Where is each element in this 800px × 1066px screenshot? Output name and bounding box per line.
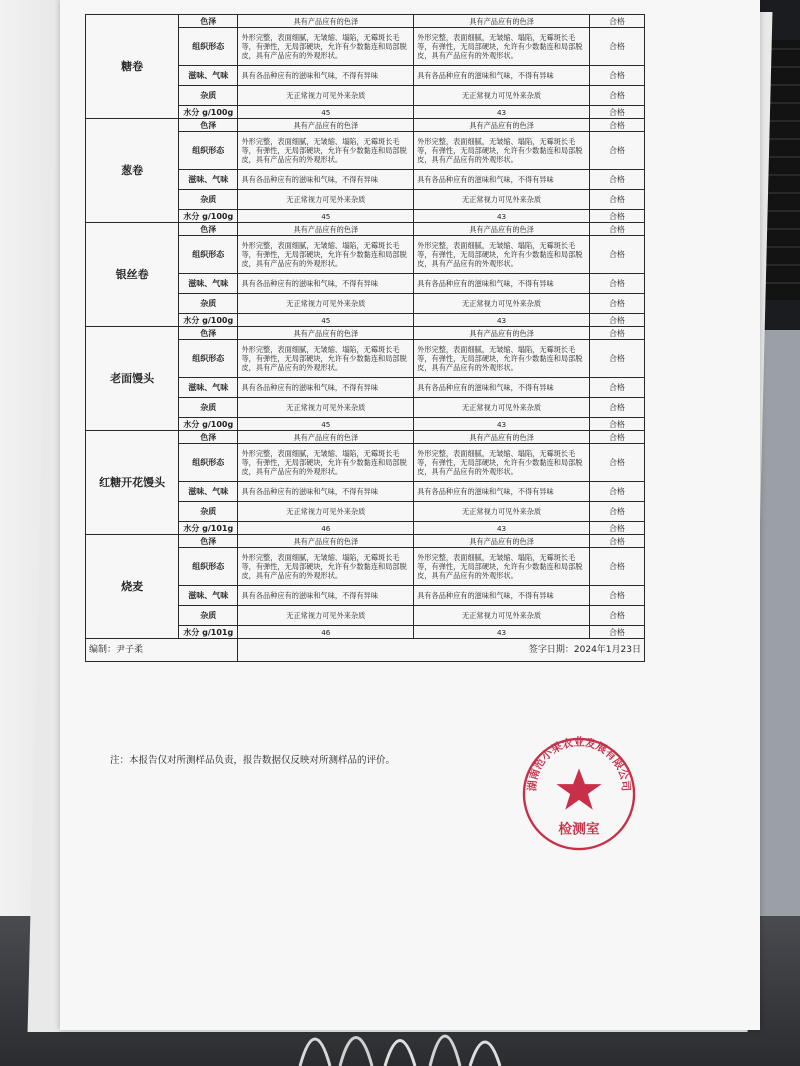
result-value: 具有产品应有的色泽 [414, 327, 590, 340]
result-value: 43 [414, 522, 590, 535]
product-name: 银丝卷 [86, 223, 179, 327]
result-value: 具有各品种应有的滋味和气味，不得有异味 [414, 170, 590, 190]
verdict-value: 合格 [589, 626, 644, 639]
result-value: 外形完整，表面细腻，无皱缩、塌陷，无霉斑长毛等，有弹性，无局部硬块，允许有少数黏连和局部脱皮，具有产品应有的外观形状。 [414, 444, 590, 482]
result-value: 43 [414, 418, 590, 431]
standard-value: 无正常视力可见外来杂质 [238, 606, 414, 626]
result-value: 无正常视力可见外来杂质 [414, 606, 590, 626]
verdict-value: 合格 [589, 522, 644, 535]
item-label: 组织形态 [179, 340, 238, 378]
standard-value: 具有各品种应有的滋味和气味，不得有异味 [238, 170, 414, 190]
standard-value: 无正常视力可见外来杂质 [238, 86, 414, 106]
item-label: 滋味、气味 [179, 274, 238, 294]
verdict-value: 合格 [589, 28, 644, 66]
item-label: 滋味、气味 [179, 378, 238, 398]
item-label: 水分 g/101g [179, 522, 238, 535]
verdict-value: 合格 [589, 170, 644, 190]
item-label: 杂质 [179, 502, 238, 522]
result-value: 43 [414, 106, 590, 119]
item-label: 水分 g/100g [179, 418, 238, 431]
result-value: 具有产品应有的色泽 [414, 535, 590, 548]
signature-row [86, 639, 645, 662]
result-value: 43 [414, 210, 590, 223]
standard-value: 具有各品种应有的滋味和气味，不得有异味 [238, 482, 414, 502]
standard-value: 外形完整，表面细腻，无皱缩、塌陷，无霉斑长毛等，有弹性，无局部硬块，允许有少数黏连和局部脱皮，具有产品应有的外观形状。 [238, 28, 414, 66]
verdict-value: 合格 [589, 86, 644, 106]
item-label: 水分 g/100g [179, 314, 238, 327]
standard-value: 无正常视力可见外来杂质 [238, 398, 414, 418]
standard-value: 无正常视力可见外来杂质 [238, 502, 414, 522]
standard-value: 具有产品应有的色泽 [238, 327, 414, 340]
verdict-value: 合格 [589, 15, 644, 28]
item-label: 组织形态 [179, 548, 238, 586]
table-row [86, 223, 645, 236]
sign-date: 签字日期：2024年1月23日 [238, 639, 645, 662]
result-value: 具有产品应有的色泽 [414, 223, 590, 236]
verdict-value: 合格 [589, 274, 644, 294]
result-value: 具有产品应有的色泽 [414, 431, 590, 444]
item-label: 水分 g/101g [179, 626, 238, 639]
standard-value: 具有产品应有的色泽 [238, 431, 414, 444]
standard-value: 外形完整，表面细腻，无皱缩、塌陷，无霉斑长毛等，有弹性，无局部硬块，允许有少数黏连和局部脱皮，具有产品应有的外观形状。 [238, 444, 414, 482]
result-value: 43 [414, 314, 590, 327]
result-value: 无正常视力可见外来杂质 [414, 86, 590, 106]
product-name: 老面馒头 [86, 327, 179, 431]
result-value: 具有产品应有的色泽 [414, 15, 590, 28]
standard-value: 45 [238, 418, 414, 431]
result-value: 外形完整，表面细腻，无皱缩、塌陷，无霉斑长毛等，有弹性，无局部硬块，允许有少数黏连和局部脱皮，具有产品应有的外观形状。 [414, 132, 590, 170]
verdict-value: 合格 [589, 106, 644, 119]
standard-value: 具有各品种应有的滋味和气味，不得有异味 [238, 274, 414, 294]
item-label: 组织形态 [179, 28, 238, 66]
verdict-value: 合格 [589, 418, 644, 431]
result-value: 外形完整，表面细腻，无皱缩、塌陷，无霉斑长毛等，有弹性，无局部硬块，允许有少数黏连和局部脱皮，具有产品应有的外观形状。 [414, 236, 590, 274]
standard-value: 外形完整，表面细腻，无皱缩、塌陷，无霉斑长毛等，有弹性，无局部硬块，允许有少数黏连和局部脱皮，具有产品应有的外观形状。 [238, 132, 414, 170]
result-value: 具有各品种应有的滋味和气味，不得有异味 [414, 66, 590, 86]
seal-bottom-text: 检测室 [558, 821, 600, 838]
verdict-value: 合格 [589, 119, 644, 132]
verdict-value: 合格 [589, 398, 644, 418]
table-row [86, 535, 645, 548]
standard-value: 外形完整，表面细腻，无皱缩、塌陷，无霉斑长毛等，有弹性，无局部硬块，允许有少数黏连和局部脱皮，具有产品应有的外观形状。 [238, 236, 414, 274]
editor-label: 编制：尹子柔 [86, 639, 238, 662]
item-label: 杂质 [179, 86, 238, 106]
report-note: 注：本报告仅对所测样品负责，报告数据仅反映对所测样品的评价。 [110, 755, 396, 766]
item-label: 滋味、气味 [179, 66, 238, 86]
result-value: 具有各品种应有的滋味和气味，不得有异味 [414, 378, 590, 398]
verdict-value: 合格 [589, 586, 644, 606]
result-value: 具有各品种应有的滋味和气味，不得有异味 [414, 274, 590, 294]
company-seal [520, 735, 638, 853]
result-value: 具有各品种应有的滋味和气味，不得有异味 [414, 586, 590, 606]
standard-value: 45 [238, 210, 414, 223]
inspection-table [85, 14, 645, 662]
product-name: 糖卷 [86, 15, 179, 119]
standard-value: 无正常视力可见外来杂质 [238, 294, 414, 314]
verdict-value: 合格 [589, 444, 644, 482]
standard-value: 外形完整，表面细腻，无皱缩、塌陷，无霉斑长毛等，有弹性，无局部硬块，允许有少数黏连和局部脱皮，具有产品应有的外观形状。 [238, 548, 414, 586]
result-value: 无正常视力可见外来杂质 [414, 398, 590, 418]
table-row [86, 431, 645, 444]
item-label: 杂质 [179, 398, 238, 418]
standard-value: 46 [238, 522, 414, 535]
item-label: 色泽 [179, 223, 238, 236]
standard-value: 45 [238, 314, 414, 327]
verdict-value: 合格 [589, 294, 644, 314]
verdict-value: 合格 [589, 502, 644, 522]
verdict-value: 合格 [589, 340, 644, 378]
verdict-value: 合格 [589, 223, 644, 236]
verdict-value: 合格 [589, 535, 644, 548]
table-row [86, 15, 645, 28]
standard-value: 具有各品种应有的滋味和气味，不得有异味 [238, 378, 414, 398]
verdict-value: 合格 [589, 314, 644, 327]
verdict-value: 合格 [589, 66, 644, 86]
item-label: 组织形态 [179, 236, 238, 274]
result-value: 具有各品种应有的滋味和气味，不得有异味 [414, 482, 590, 502]
result-value: 43 [414, 626, 590, 639]
result-value: 外形完整，表面细腻，无皱缩、塌陷，无霉斑长毛等，有弹性，无局部硬块，允许有少数黏连和局部脱皮，具有产品应有的外观形状。 [414, 28, 590, 66]
product-name: 葱卷 [86, 119, 179, 223]
item-label: 组织形态 [179, 132, 238, 170]
result-value: 无正常视力可见外来杂质 [414, 190, 590, 210]
verdict-value: 合格 [589, 378, 644, 398]
table-row [86, 327, 645, 340]
standard-value: 具有各品种应有的滋味和气味，不得有异味 [238, 66, 414, 86]
result-value: 无正常视力可见外来杂质 [414, 502, 590, 522]
standard-value: 具有产品应有的色泽 [238, 223, 414, 236]
item-label: 色泽 [179, 119, 238, 132]
item-label: 色泽 [179, 327, 238, 340]
standard-value: 45 [238, 106, 414, 119]
verdict-value: 合格 [589, 482, 644, 502]
cable-bundle [290, 1020, 510, 1066]
standard-value: 具有产品应有的色泽 [238, 15, 414, 28]
verdict-value: 合格 [589, 327, 644, 340]
standard-value: 46 [238, 626, 414, 639]
item-label: 杂质 [179, 294, 238, 314]
verdict-value: 合格 [589, 431, 644, 444]
standard-value: 具有各品种应有的滋味和气味，不得有异味 [238, 586, 414, 606]
item-label: 色泽 [179, 431, 238, 444]
item-label: 组织形态 [179, 444, 238, 482]
result-value: 具有产品应有的色泽 [414, 119, 590, 132]
item-label: 滋味、气味 [179, 170, 238, 190]
verdict-value: 合格 [589, 606, 644, 626]
result-value: 外形完整，表面细腻，无皱缩、塌陷，无霉斑长毛等，有弹性，无局部硬块，允许有少数黏连和局部脱皮，具有产品应有的外观形状。 [414, 548, 590, 586]
item-label: 水分 g/100g [179, 210, 238, 223]
item-label: 杂质 [179, 606, 238, 626]
star-icon [556, 768, 601, 809]
standard-value: 无正常视力可见外来杂质 [238, 190, 414, 210]
item-label: 水分 g/100g [179, 106, 238, 119]
verdict-value: 合格 [589, 190, 644, 210]
result-value: 外形完整，表面细腻，无皱缩、塌陷，无霉斑长毛等，有弹性，无局部硬块，允许有少数黏连和局部脱皮，具有产品应有的外观形状。 [414, 340, 590, 378]
seal-arc-text: 湖南范小果农业发展有限公司 [525, 735, 633, 792]
verdict-value: 合格 [589, 132, 644, 170]
verdict-value: 合格 [589, 548, 644, 586]
verdict-value: 合格 [589, 210, 644, 223]
item-label: 滋味、气味 [179, 482, 238, 502]
item-label: 杂质 [179, 190, 238, 210]
verdict-value: 合格 [589, 236, 644, 274]
item-label: 色泽 [179, 535, 238, 548]
result-value: 无正常视力可见外来杂质 [414, 294, 590, 314]
table-row [86, 119, 645, 132]
product-name: 红糖开花馒头 [86, 431, 179, 535]
product-name: 烧麦 [86, 535, 179, 639]
item-label: 滋味、气味 [179, 586, 238, 606]
item-label: 色泽 [179, 15, 238, 28]
standard-value: 具有产品应有的色泽 [238, 119, 414, 132]
standard-value: 具有产品应有的色泽 [238, 535, 414, 548]
standard-value: 外形完整，表面细腻，无皱缩、塌陷，无霉斑长毛等，有弹性，无局部硬块，允许有少数黏连和局部脱皮，具有产品应有的外观形状。 [238, 340, 414, 378]
